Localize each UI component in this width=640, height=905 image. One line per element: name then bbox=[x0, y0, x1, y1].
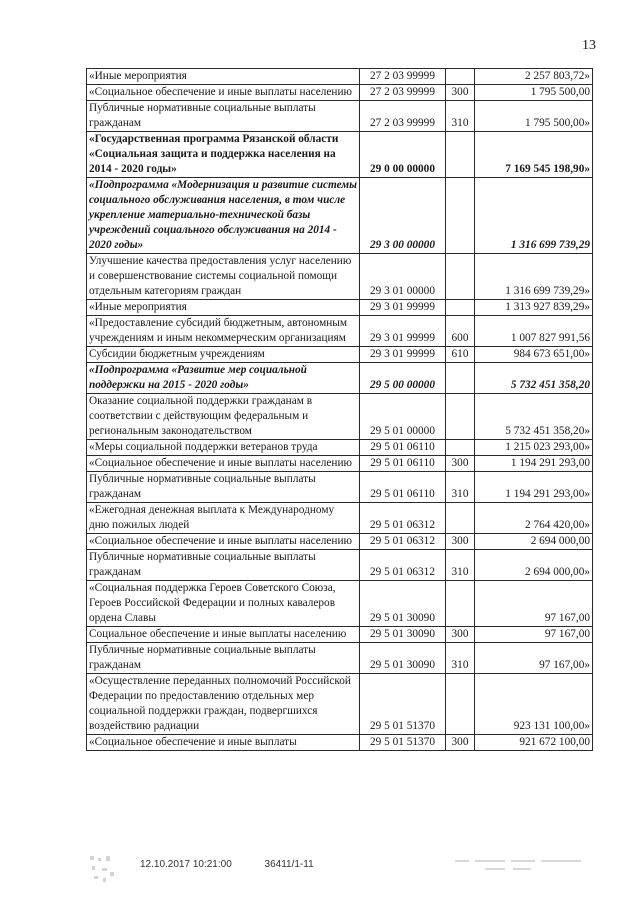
table-row bbox=[87, 85, 593, 101]
row-vr-cell bbox=[446, 69, 475, 85]
row-vr-cell bbox=[446, 503, 475, 534]
row-name-cell: «Социальное обеспечение и иные выплаты населению bbox=[87, 85, 360, 101]
row-sum-cell: 97 167,00 bbox=[475, 581, 593, 627]
row-sum-cell: 7 169 545 198,90» bbox=[475, 132, 593, 178]
row-name-cell: Публичные нормативные социальные выплаты гражданам bbox=[87, 472, 360, 503]
table-row bbox=[87, 472, 593, 503]
row-vr-cell bbox=[446, 674, 475, 735]
table-row bbox=[87, 534, 593, 550]
row-sum-cell: 1 215 023 293,00» bbox=[475, 440, 593, 456]
row-name-cell: «Социальное обеспечение и иные выплаты bbox=[87, 735, 360, 751]
row-vr-cell: 610 bbox=[446, 347, 475, 363]
row-vr-cell: 300 bbox=[446, 534, 475, 550]
row-name-cell: «Предоставление субсидий бюджетным, автономным учреждениям и иным некоммерческим организациям bbox=[87, 316, 360, 347]
table-row bbox=[87, 674, 593, 735]
row-vr-cell: 300 bbox=[446, 735, 475, 751]
row-sum-cell: 1 316 699 739,29 bbox=[475, 178, 593, 254]
row-sum-cell: 1 007 827 991,56 bbox=[475, 316, 593, 347]
row-sum-cell: 2 764 420,00» bbox=[475, 503, 593, 534]
row-name-cell: «Иные мероприятия bbox=[87, 69, 360, 85]
row-sum-cell: 1 795 500,00» bbox=[475, 101, 593, 132]
row-vr-cell bbox=[446, 440, 475, 456]
row-code-cell: 29 3 01 00000 bbox=[360, 254, 446, 300]
table-row bbox=[87, 627, 593, 643]
budget-table bbox=[86, 68, 593, 751]
row-vr-cell: 300 bbox=[446, 627, 475, 643]
row-sum-cell: 984 673 651,00» bbox=[475, 347, 593, 363]
table-row bbox=[87, 550, 593, 581]
row-vr-cell bbox=[446, 254, 475, 300]
faded-stamp-icon bbox=[455, 856, 585, 874]
row-vr-cell bbox=[446, 363, 475, 394]
row-name-cell: Публичные нормативные социальные выплаты гражданам bbox=[87, 643, 360, 674]
row-name-cell: «Социальная поддержка Героев Советского Союза, Героев Российской Федерации и полных кавалеров ордена Славы bbox=[87, 581, 360, 627]
table-row bbox=[87, 394, 593, 440]
table-row bbox=[87, 456, 593, 472]
row-vr-cell: 300 bbox=[446, 85, 475, 101]
table-row bbox=[87, 300, 593, 316]
row-name-cell: «Меры социальной поддержки ветеранов труда bbox=[87, 440, 360, 456]
row-code-cell: 29 3 01 99999 bbox=[360, 316, 446, 347]
row-name-cell: «Подпрограмма «Развитие мер социальной поддержки на 2015 - 2020 годы» bbox=[87, 363, 360, 394]
row-vr-cell: 600 bbox=[446, 316, 475, 347]
row-vr-cell: 310 bbox=[446, 643, 475, 674]
table-row bbox=[87, 643, 593, 674]
row-code-cell: 27 2 03 99999 bbox=[360, 69, 446, 85]
row-code-cell: 27 2 03 99999 bbox=[360, 101, 446, 132]
budget-table-body bbox=[87, 69, 593, 751]
table-row bbox=[87, 132, 593, 178]
row-name-cell: Улучшение качества предоставления услуг населению и совершенствование системы социальной помощи отдельным категориям граждан bbox=[87, 254, 360, 300]
row-code-cell: 29 5 01 06110 bbox=[360, 472, 446, 503]
row-sum-cell: 5 732 451 358,20 bbox=[475, 363, 593, 394]
row-name-cell: «Государственная программа Рязанской области «Социальная защита и поддержка населения на 2014 - 2020 годы» bbox=[87, 132, 360, 178]
row-sum-cell: 97 167,00 bbox=[475, 627, 593, 643]
table-row bbox=[87, 581, 593, 627]
row-name-cell: «Подпрограмма «Модернизация и развитие системы социального обслуживания населения, в том числе укрепление материально-технической базы учреждений социального обслуживания на 2014 - 2020 годы» bbox=[87, 178, 360, 254]
row-code-cell: 29 5 01 00000 bbox=[360, 394, 446, 440]
footer-datetime: 12.10.2017 10:21:00 bbox=[140, 859, 232, 870]
row-vr-cell bbox=[446, 178, 475, 254]
row-sum-cell: 1 313 927 839,29» bbox=[475, 300, 593, 316]
row-code-cell: 27 2 03 99999 bbox=[360, 85, 446, 101]
row-sum-cell: 923 131 100,00» bbox=[475, 674, 593, 735]
row-code-cell: 29 3 01 99999 bbox=[360, 300, 446, 316]
row-name-cell: «Социальное обеспечение и иные выплаты населению bbox=[87, 456, 360, 472]
page-number: 13 bbox=[582, 38, 596, 53]
row-name-cell: Публичные нормативные социальные выплаты гражданам bbox=[87, 550, 360, 581]
row-vr-cell bbox=[446, 300, 475, 316]
table-row bbox=[87, 178, 593, 254]
table-row bbox=[87, 316, 593, 347]
barcode-stamp-icon bbox=[88, 854, 118, 884]
row-vr-cell: 310 bbox=[446, 550, 475, 581]
row-code-cell: 29 5 01 06110 bbox=[360, 440, 446, 456]
row-name-cell: Субсидии бюджетным учреждениям bbox=[87, 347, 360, 363]
row-code-cell: 29 3 00 00000 bbox=[360, 178, 446, 254]
row-code-cell: 29 5 01 06110 bbox=[360, 456, 446, 472]
row-vr-cell bbox=[446, 394, 475, 440]
row-sum-cell: 5 732 451 358,20» bbox=[475, 394, 593, 440]
row-code-cell: 29 5 01 30090 bbox=[360, 581, 446, 627]
row-code-cell: 29 5 01 30090 bbox=[360, 643, 446, 674]
row-sum-cell: 921 672 100,00 bbox=[475, 735, 593, 751]
row-code-cell: 29 5 01 51370 bbox=[360, 735, 446, 751]
row-vr-cell: 310 bbox=[446, 472, 475, 503]
table-row bbox=[87, 347, 593, 363]
row-sum-cell: 1 194 291 293,00» bbox=[475, 472, 593, 503]
row-sum-cell: 97 167,00» bbox=[475, 643, 593, 674]
row-name-cell: «Социальное обеспечение и иные выплаты населению bbox=[87, 534, 360, 550]
row-code-cell: 29 0 00 00000 bbox=[360, 132, 446, 178]
table-row bbox=[87, 735, 593, 751]
row-sum-cell: 2 694 000,00» bbox=[475, 550, 593, 581]
footer-doc-number: 36411/1-11 bbox=[264, 859, 314, 870]
table-row bbox=[87, 69, 593, 85]
row-code-cell: 29 3 01 99999 bbox=[360, 347, 446, 363]
row-sum-cell: 1 194 291 293,00 bbox=[475, 456, 593, 472]
table-row bbox=[87, 254, 593, 300]
row-name-cell: Социальное обеспечение и иные выплаты населению bbox=[87, 627, 360, 643]
table-row bbox=[87, 440, 593, 456]
row-sum-cell: 1 316 699 739,29» bbox=[475, 254, 593, 300]
table-row bbox=[87, 101, 593, 132]
row-name-cell: Публичные нормативные социальные выплаты гражданам bbox=[87, 101, 360, 132]
row-name-cell: «Иные мероприятия bbox=[87, 300, 360, 316]
table-row bbox=[87, 503, 593, 534]
row-code-cell: 29 5 01 06312 bbox=[360, 503, 446, 534]
row-code-cell: 29 5 00 00000 bbox=[360, 363, 446, 394]
row-code-cell: 29 5 01 06312 bbox=[360, 550, 446, 581]
row-vr-cell bbox=[446, 581, 475, 627]
row-name-cell: Оказание социальной поддержки гражданам в соответствии с действующим федеральным и региональным законодательством bbox=[87, 394, 360, 440]
row-vr-cell: 310 bbox=[446, 101, 475, 132]
row-name-cell: «Ежегодная денежная выплата к Международному дню пожилых людей bbox=[87, 503, 360, 534]
row-vr-cell: 300 bbox=[446, 456, 475, 472]
row-sum-cell: 2 257 803,72» bbox=[475, 69, 593, 85]
table-row bbox=[87, 363, 593, 394]
row-code-cell: 29 5 01 51370 bbox=[360, 674, 446, 735]
row-code-cell: 29 5 01 06312 bbox=[360, 534, 446, 550]
row-vr-cell bbox=[446, 132, 475, 178]
row-sum-cell: 1 795 500,00 bbox=[475, 85, 593, 101]
row-sum-cell: 2 694 000,00 bbox=[475, 534, 593, 550]
document-footer bbox=[140, 859, 344, 870]
row-code-cell: 29 5 01 30090 bbox=[360, 627, 446, 643]
row-name-cell: «Осуществление переданных полномочий Российской Федерации по предоставлению отдельных мер социальной поддержки граждан, подвергшихся воздействию радиации bbox=[87, 674, 360, 735]
